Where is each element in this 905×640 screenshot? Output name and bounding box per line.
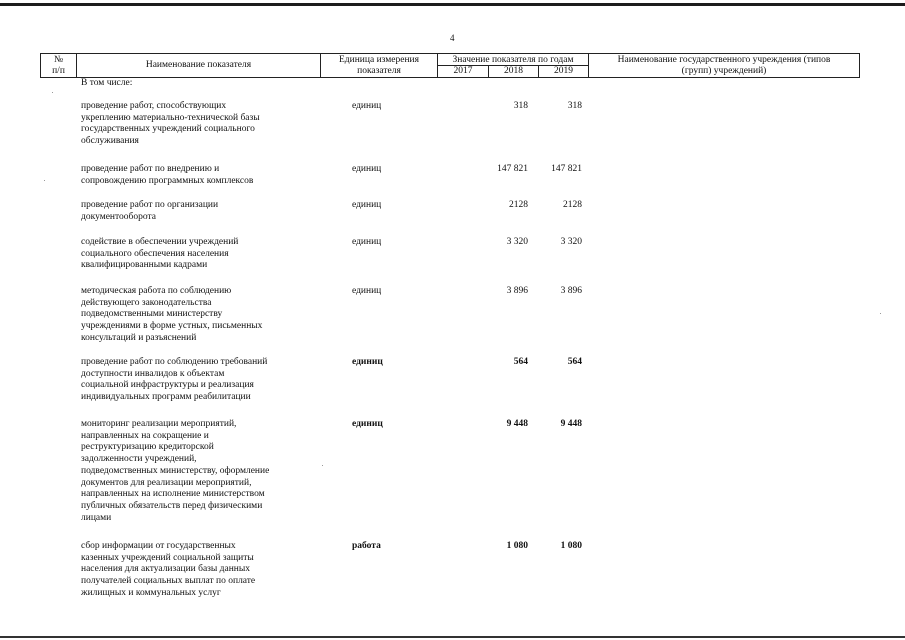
indicator-name-line: документов для реализации мероприятий, (81, 477, 252, 488)
value-2018: 564 (513, 357, 528, 367)
indicator-name-line: мониторинг реализации мероприятий, (81, 419, 237, 429)
indicator-name (81, 357, 321, 404)
indicator-name (81, 286, 321, 345)
value-2018: 2128 (509, 200, 528, 210)
unit-value: единиц (352, 101, 382, 111)
unit-value: единиц (352, 200, 382, 210)
indicator-name-line: проведение работ по организации (81, 200, 219, 210)
indicator-name-line: казенных учреждений социальной защиты (81, 552, 254, 563)
indicator-name-line: публичных обязательств перед физическими (81, 500, 263, 511)
indicator-name-line: проведение работ по внедрению и (81, 164, 220, 174)
indicator-name-line: методическая работа по соблюдению (81, 286, 232, 296)
unit-value: единиц (352, 286, 382, 296)
indicator-name-line: консультаций и разъяснений (81, 332, 197, 343)
top-border-rule (0, 3, 905, 6)
indicator-name-line: направленных на исполнение министерством (81, 489, 265, 500)
value-2018: 9 448 (506, 419, 528, 429)
col-institution-header-line2: (групп) учреждений) (681, 66, 767, 76)
value-2019: 2128 (563, 200, 582, 210)
scan-speck (44, 180, 45, 181)
indicator-name-line: укреплению материально-технической базы (81, 112, 260, 123)
indicator-name-line: подведомственными министерству (81, 309, 223, 320)
indicator-name-line: индивидуальных программ реабилитации (81, 392, 251, 403)
indicator-name-line: документооборота (81, 211, 156, 222)
indicator-name-line: социальной инфраструктуры и реализация (81, 380, 254, 391)
value-2018: 3 896 (506, 286, 528, 296)
value-2018: 318 (513, 101, 528, 111)
scan-speck (880, 313, 881, 314)
year-2019-header: 2019 (554, 66, 573, 76)
indicator-name (81, 419, 321, 524)
indicator-name-line: государственных учреждений социального (81, 124, 255, 135)
col-name-header: Наименование показателя (145, 60, 252, 70)
indicator-name-line: обслуживания (81, 136, 139, 147)
indicator-name-line: лицами (81, 512, 112, 523)
indicator-name-line: задолженности учреждений, (81, 454, 197, 465)
col-unit-header: Единица измерения (339, 55, 419, 65)
col-number-header: № (53, 55, 64, 65)
value-2019: 564 (567, 357, 582, 367)
year-2018-header: 2018 (504, 66, 523, 76)
indicator-name-line: проведение работ по соблюдению требований (81, 357, 268, 367)
scan-speck (322, 465, 323, 466)
intro-label: В том числе: (81, 78, 133, 88)
value-2018: 1 080 (506, 541, 528, 551)
value-2018: 147 821 (497, 164, 528, 174)
indicator-name (81, 200, 321, 223)
indicator-name-line: населения для актуализации базы данных (81, 564, 251, 575)
indicator-name-line: проведение работ, способствующих (81, 101, 227, 111)
value-2019: 147 821 (551, 164, 582, 174)
col-unit-header-line2: показателя (357, 66, 401, 76)
indicator-name-line: направленных на сокращение и (81, 430, 209, 441)
scan-speck (52, 92, 53, 93)
indicator-name-line: сбор информации от государственных (81, 541, 236, 551)
indicator-name-line: квалифицированными кадрами (81, 260, 208, 271)
indicator-name (81, 237, 321, 272)
value-2019: 318 (567, 101, 582, 111)
value-2019: 1 080 (560, 541, 582, 551)
value-2019: 3 320 (560, 237, 582, 247)
page-number: 4 (450, 33, 455, 43)
col-number-sub-header: п/п (52, 66, 65, 76)
col-institution-header: Наименование государственного учреждения (типов (617, 55, 831, 65)
unit-value: единиц (352, 237, 382, 247)
col-border (859, 53, 860, 78)
col-values-header: Значение показателя по годам (452, 55, 574, 65)
unit-value: работа (352, 541, 381, 551)
unit-value: единиц (352, 357, 383, 367)
value-2019: 9 448 (560, 419, 582, 429)
year-2017-header: 2017 (453, 66, 473, 76)
indicator-name-line: социального обеспечения населения (81, 248, 229, 259)
indicator-name-line: реструктуризацию кредиторской (81, 442, 214, 453)
header-top-line (40, 53, 860, 54)
bottom-border-rule (0, 636, 905, 638)
indicator-name (81, 541, 321, 600)
indicator-name-line: учреждениями в форме устных, письменных (81, 321, 263, 332)
indicator-name-line: жилищных и коммунальных услуг (81, 587, 221, 598)
unit-value: единиц (352, 164, 382, 174)
indicator-name-line: сопровождению программных комплексов (81, 175, 254, 186)
indicator-name (81, 164, 321, 187)
unit-value: единиц (352, 419, 383, 429)
indicator-name-line: получателей социальных выплат по оплате (81, 576, 256, 587)
indicator-name-line: действующего законодательства (81, 297, 212, 308)
value-2018: 3 320 (506, 237, 528, 247)
value-2019: 3 896 (560, 286, 582, 296)
indicator-name-line: содействие в обеспечении учреждений (81, 237, 239, 247)
indicator-name-line: доступности инвалидов к объектам (81, 368, 225, 379)
indicator-name (81, 101, 321, 148)
indicator-name-line: подведомственных министерству, оформление (81, 465, 270, 476)
